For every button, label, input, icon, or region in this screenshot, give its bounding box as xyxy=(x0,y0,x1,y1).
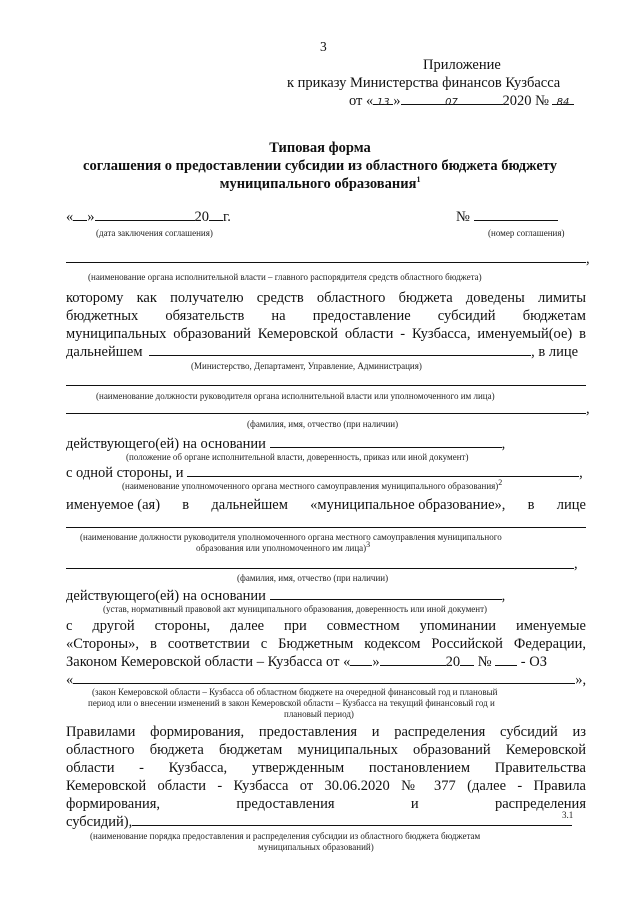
named-line xyxy=(66,496,586,514)
word: - xyxy=(139,760,144,776)
fio1-blank xyxy=(66,413,586,414)
comma-3: , xyxy=(501,436,506,452)
further-text: дальнейшем xyxy=(66,344,143,360)
law-year-blank xyxy=(460,653,474,666)
local-body-caption-text: (наименование уполномоченного органа местного самоуправления муниципального образования) xyxy=(122,481,499,491)
rules-line-3 xyxy=(66,759,586,777)
local-body-caption xyxy=(122,478,503,492)
comma-5: , xyxy=(574,556,578,572)
footnote-mark-2: 2 xyxy=(498,478,503,487)
date-day-handwritten: 13 xyxy=(376,97,390,108)
agreement-year-blank xyxy=(209,208,223,221)
head-position-caption: (наименование должности руководителя органа исполнительной власти или уполномоченного им лица) xyxy=(96,391,495,401)
word: субсидий xyxy=(437,308,496,324)
word: в xyxy=(527,497,535,513)
other-side-line xyxy=(66,617,586,635)
para-budget-line xyxy=(66,307,586,325)
comma-2: , xyxy=(586,401,590,417)
executive-body-caption: (наименование органа исполнительной власти – главного распорядителя средств областного бюджета) xyxy=(88,272,482,282)
subsidies-text: субсидий), xyxy=(66,814,133,830)
appendix-date-line xyxy=(349,92,574,110)
order-caption-2: муниципальных образований) xyxy=(258,842,374,852)
word: Кузбасса, xyxy=(168,760,228,776)
basis2-blank xyxy=(270,587,502,600)
word: бюджетам xyxy=(522,308,586,324)
rules-line-2: областного бюджета бюджетам муниципальных образований Кемеровской xyxy=(66,742,586,758)
word: предоставления xyxy=(236,796,335,812)
law-year-prefix: 20 xyxy=(445,654,461,670)
heading-line-3-text: муниципального образования xyxy=(219,176,417,192)
order-number-field xyxy=(552,92,574,108)
appendix-title: Приложение xyxy=(423,57,501,73)
heading-line-2: соглашения о предоставлении субсидии из областного бюджета бюджету xyxy=(83,158,557,174)
appendix-order-line: к приказу Министерства финансов Кузбасса xyxy=(287,75,561,91)
word: и xyxy=(410,796,419,812)
para-which-line: которому как получателю средств областного бюджета доведены лимиты xyxy=(66,290,586,306)
ministry-blank xyxy=(149,343,531,356)
in-person-text: , в лице xyxy=(531,344,579,360)
rules-line-1: Правилами формирования, предоставления и распределения субсидий из xyxy=(66,724,586,740)
ministry-caption: (Министерство, Департамент, Управление, Администрация) xyxy=(191,361,422,371)
date-month-field xyxy=(401,92,503,108)
para-further-line xyxy=(66,343,578,361)
date-month-handwritten: 07 xyxy=(445,97,458,108)
fio1-caption: (фамилия, имя, отчество (при наличии) xyxy=(247,419,399,429)
local-head-caption-2 xyxy=(196,540,371,554)
agreement-number-caption: (номер соглашения) xyxy=(488,228,565,238)
agreement-month-blank xyxy=(95,208,195,221)
agreement-year-prefix: 20 xyxy=(194,209,209,225)
word: при xyxy=(284,618,307,634)
local-head-caption-2-text: образования или уполномоченного им лица) xyxy=(196,543,367,553)
law-name-close-quote: », xyxy=(575,672,587,688)
agreement-date-close-quote: » xyxy=(87,209,95,225)
order-number-handwritten: 84 xyxy=(556,97,570,108)
para-municipal-line: муниципальных образований Кемеровской области - Кузбасса, именуемый(ое) в xyxy=(66,326,586,342)
agreement-year-suffix: г. xyxy=(223,209,231,225)
fio2-caption: (фамилия, имя, отчество (при наличии) xyxy=(237,573,389,583)
footnote-mark-1: 1 xyxy=(416,175,421,185)
page-number: 3 xyxy=(320,39,327,54)
law-number-blank xyxy=(495,653,517,666)
word: именуемые xyxy=(515,618,586,634)
one-side-line xyxy=(66,464,583,482)
basis1-caption: (положение об органе исполнительной власти, доверенность, приказ или иной документ) xyxy=(126,452,469,462)
word: Правительства xyxy=(494,760,586,776)
one-side-text: с одной стороны, и xyxy=(66,465,184,481)
agreement-number-sign: № xyxy=(456,209,470,225)
word: области xyxy=(66,760,115,776)
agreement-date-line xyxy=(66,208,231,226)
acting1-line xyxy=(66,435,505,453)
law-number-sign: № xyxy=(477,654,492,670)
law-open-quote: « xyxy=(343,654,351,670)
law-caption-3: плановый период) xyxy=(284,709,354,719)
word: обязательств xyxy=(165,308,245,324)
local-head-blank xyxy=(66,527,586,528)
heading-line-3 xyxy=(0,175,640,193)
executive-body-blank xyxy=(66,262,586,263)
word: постановлением xyxy=(368,760,471,776)
word: «муниципальное образование», xyxy=(310,497,506,513)
word: лице xyxy=(556,497,586,513)
word: бюджетных xyxy=(66,308,139,324)
footnote-mark-3: 3 xyxy=(366,540,371,549)
word: далее xyxy=(230,618,265,634)
basis2-caption: (устав, нормативный правовой акт муниципального образования, доверенность или иной документ) xyxy=(103,604,488,614)
comma-4: , xyxy=(579,465,583,481)
date-year-label: 2020 № xyxy=(502,93,549,109)
law-caption-1: (закон Кемеровской области – Кузбасса об областном бюджете на очередной финансовый год и плановый xyxy=(92,687,498,697)
agreement-date-open-quote: « xyxy=(66,209,74,225)
order-name-blank xyxy=(132,813,572,826)
comma-1: , xyxy=(586,251,590,267)
law-name-open-quote: « xyxy=(66,672,74,688)
order-caption-1: (наименование порядка предоставления и распределения субсидии из областного бюджета бюджетам xyxy=(90,831,481,841)
law-text: Законом Кемеровской области – Кузбасса от xyxy=(66,654,340,670)
word: совместном xyxy=(326,618,400,634)
acting2-text: действующего(ей) на основании xyxy=(66,588,266,604)
agreement-day-blank xyxy=(73,208,87,221)
agreement-number-blank xyxy=(474,208,558,221)
date-close-quote: » xyxy=(393,93,401,109)
law-name-blank xyxy=(73,671,575,684)
word: с xyxy=(66,618,73,634)
law-oz: - ОЗ xyxy=(520,654,547,670)
date-day-field xyxy=(373,92,393,108)
word: формирования, xyxy=(66,796,161,812)
word: именуемое (ая) xyxy=(66,497,161,513)
law-caption-2: период или о внесении изменений в закон Кемеровской области – Кузбасса на текущий финансовый год и xyxy=(88,698,495,708)
word: утвержденным xyxy=(251,760,345,776)
law-day-blank xyxy=(350,653,372,666)
word: распределения xyxy=(494,796,586,812)
local-head-caption-1: (наименование должности руководителя уполномоченного органа местного самоуправления муниципального xyxy=(80,532,502,542)
law-month-blank xyxy=(380,653,446,666)
fio2-blank xyxy=(66,568,574,569)
comma-6: , xyxy=(501,588,506,604)
law-line xyxy=(66,653,547,671)
footnote-mark-3-1: 3.1 xyxy=(562,810,574,820)
word: другой xyxy=(92,618,135,634)
agreement-number-line xyxy=(456,208,558,226)
basis1-blank xyxy=(270,435,502,448)
word: упоминании xyxy=(419,618,497,634)
word: предоставление xyxy=(312,308,411,324)
word: стороны, xyxy=(154,618,211,634)
rules-line-5 xyxy=(66,795,586,813)
date-open-quote: от « xyxy=(349,93,374,109)
parties-line: «Стороны», в соответствии с Бюджетным кодексом Российской Федерации, xyxy=(66,636,586,652)
word: в xyxy=(182,497,190,513)
agreement-date-caption: (дата заключения соглашения) xyxy=(96,228,213,238)
rules-line-4: Кемеровской области - Кузбасса от 30.06.2020 № 377 (далее - Правила xyxy=(66,778,586,794)
local-body-blank xyxy=(187,464,579,477)
head-position-blank xyxy=(66,385,586,386)
subsidies-line xyxy=(66,813,572,831)
word: дальнейшем xyxy=(211,497,288,513)
word: на xyxy=(271,308,286,324)
acting2-line xyxy=(66,587,505,605)
heading-line-1: Типовая форма xyxy=(269,140,371,156)
acting1-text: действующего(ей) на основании xyxy=(66,436,266,452)
law-close-quote: » xyxy=(372,654,380,670)
